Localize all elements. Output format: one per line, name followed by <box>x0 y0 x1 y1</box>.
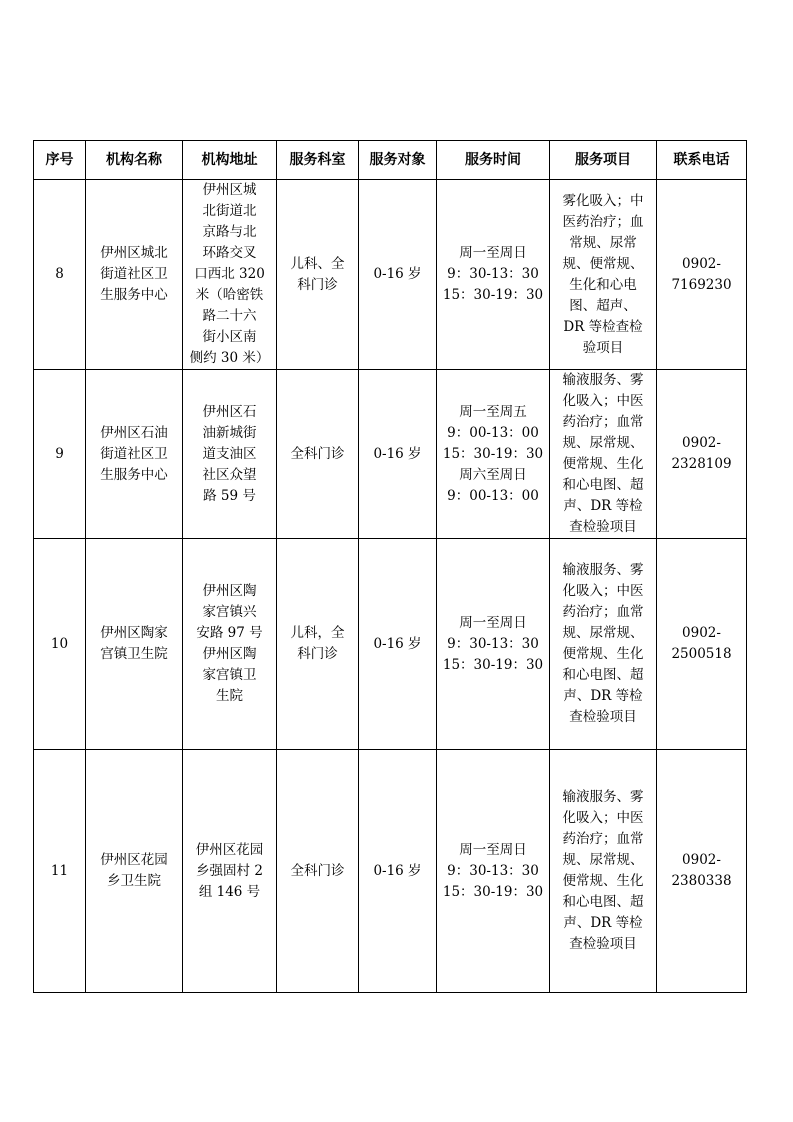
cell-dept <box>277 750 359 993</box>
cell-items-line: 常规、尿常 <box>569 234 637 251</box>
cell-items-line: 化吸入；中医 <box>562 393 644 409</box>
table-row <box>34 539 747 750</box>
cell-time-line: 9：00-13：00 <box>447 487 539 504</box>
cell-items-line: 药治疗；血常 <box>562 414 644 430</box>
cell-time-line: 周一至周五 <box>459 403 527 420</box>
cell-address-line: 街小区南 <box>202 329 257 345</box>
header-target: 服务对象 <box>359 141 437 180</box>
cell-phone-line: 0902- <box>682 435 721 451</box>
cell-time <box>437 370 550 539</box>
cell-name-line: 生服务中心 <box>100 466 168 483</box>
cell-name-line: 伊州区石油 <box>100 424 168 441</box>
header-dept: 服务科室 <box>277 141 359 180</box>
cell-items-line: 规、尿常规、 <box>562 625 644 641</box>
service-table <box>33 140 747 993</box>
cell-items-line: 药治疗；血常 <box>562 831 644 847</box>
cell-address-line: 社区众望 <box>202 466 257 483</box>
cell-address <box>183 370 277 539</box>
cell-time-line: 9：30-13：30 <box>447 635 539 652</box>
cell-items-line: 输液服务、雾 <box>562 562 644 578</box>
cell-items-line: 查检验项目 <box>569 519 637 535</box>
cell-items-line: 规、尿常规、 <box>562 435 644 451</box>
cell-items-line: 规、尿常规、 <box>562 852 644 868</box>
cell-items-line: 输液服务、雾 <box>562 789 644 805</box>
cell-phone <box>657 370 747 539</box>
cell-no: 8 <box>34 180 86 370</box>
cell-phone-line: 0902- <box>682 255 721 272</box>
cell-time <box>437 180 550 370</box>
cell-address-line: 伊州区城 <box>202 182 257 198</box>
table-row <box>34 180 747 370</box>
cell-no: 10 <box>34 539 86 750</box>
header-time: 服务时间 <box>437 141 550 180</box>
header-items: 服务项目 <box>550 141 657 180</box>
cell-items-line: 声、DR 等检 <box>563 915 643 931</box>
cell-items-line: 和心电图、超 <box>562 667 644 683</box>
cell-phone-line: 7169230 <box>671 276 732 293</box>
cell-target: 0-16 岁 <box>359 750 437 993</box>
cell-items <box>550 750 657 993</box>
cell-address-line: 京路与北 <box>202 224 257 240</box>
cell-address-line: 安路 97 号 <box>196 625 263 641</box>
cell-time <box>437 750 550 993</box>
cell-items-line: 雾化吸入；中 <box>562 192 644 209</box>
cell-phone-line: 2500518 <box>671 646 732 662</box>
cell-items-line: 便常规、生化 <box>562 456 644 472</box>
cell-time-line: 15：30-19：30 <box>442 287 544 303</box>
cell-phone <box>657 750 747 993</box>
cell-items-line: 声、DR 等检 <box>563 688 643 704</box>
cell-address <box>183 750 277 993</box>
cell-no: 11 <box>34 750 86 993</box>
cell-items-line: 查检验项目 <box>569 936 637 952</box>
cell-name-line: 街道社区卫 <box>100 445 168 462</box>
cell-time-line: 9：00-13：00 <box>447 424 539 441</box>
cell-no: 9 <box>34 370 86 539</box>
cell-dept-line: 全科门诊 <box>290 445 345 462</box>
cell-phone-line: 0902- <box>682 625 721 641</box>
cell-items-line: 便常规、生化 <box>562 646 644 662</box>
cell-address-line: 路 59 号 <box>203 487 256 504</box>
cell-dept <box>277 180 359 370</box>
cell-dept-line: 儿科、全 <box>290 255 345 272</box>
cell-items-line: 化吸入；中医 <box>562 810 644 826</box>
cell-items-line: 输液服务、雾 <box>562 372 644 388</box>
cell-items-line: 医药治疗；血 <box>562 213 644 230</box>
cell-name <box>86 750 183 993</box>
header-no: 序号 <box>34 141 86 180</box>
cell-name-line: 伊州区陶家 <box>100 625 168 641</box>
cell-items <box>550 180 657 370</box>
cell-dept-line: 科门诊 <box>297 276 338 293</box>
cell-items-line: 生化和心电 <box>569 276 637 293</box>
cell-phone-line: 2380338 <box>671 873 732 889</box>
cell-address-line: 口西北 320 <box>194 266 265 282</box>
cell-items-line: 查检验项目 <box>569 709 637 725</box>
cell-name-line: 生服务中心 <box>100 287 168 303</box>
cell-items-line: 验项目 <box>582 339 624 356</box>
cell-items <box>550 539 657 750</box>
cell-address-line: 家宫镇卫 <box>202 667 257 683</box>
header-name: 机构名称 <box>86 141 183 180</box>
cell-time-line: 周六至周日 <box>459 466 527 483</box>
cell-address-line: 路二十六 <box>202 308 257 324</box>
cell-address <box>183 180 277 370</box>
cell-address-line: 伊州区石 <box>202 403 257 420</box>
cell-address-line: 伊州区陶 <box>202 646 257 662</box>
cell-name-line: 乡卫生院 <box>107 873 161 889</box>
cell-address-line: 侧约 30 米） <box>189 350 270 366</box>
cell-address-line: 乡强固村 2 <box>196 862 263 879</box>
cell-address-line: 组 146 号 <box>198 883 261 900</box>
cell-phone-line: 0902- <box>682 852 721 868</box>
cell-items-line: DR 等检查检 <box>563 318 643 335</box>
cell-name-line: 伊州区城北 <box>100 245 168 261</box>
cell-dept <box>277 370 359 539</box>
cell-items-line: 化吸入；中医 <box>562 583 644 599</box>
cell-time-line: 15：30-19：30 <box>442 883 544 900</box>
cell-time-line: 周一至周日 <box>459 245 527 261</box>
cell-phone-line: 2328109 <box>671 456 732 472</box>
cell-name <box>86 370 183 539</box>
cell-name <box>86 180 183 370</box>
cell-dept-line: 科门诊 <box>297 646 338 662</box>
cell-items-line: 规、便常规、 <box>562 255 644 272</box>
table-row <box>34 370 747 539</box>
cell-items <box>550 370 657 539</box>
cell-address <box>183 539 277 750</box>
cell-target: 0-16 岁 <box>359 180 437 370</box>
cell-name-line: 宫镇卫生院 <box>100 646 168 662</box>
cell-time-line: 周一至周日 <box>459 841 527 858</box>
cell-phone <box>657 180 747 370</box>
cell-items-line: 药治疗；血常 <box>562 604 644 620</box>
header-address: 机构地址 <box>183 141 277 180</box>
cell-items-line: 和心电图、超 <box>562 477 644 493</box>
cell-name-line: 街道社区卫 <box>100 266 168 282</box>
cell-target: 0-16 岁 <box>359 370 437 539</box>
cell-dept-line: 儿科，全 <box>290 625 345 641</box>
header-phone: 联系电话 <box>657 141 747 180</box>
cell-address-line: 环路交叉 <box>202 245 257 261</box>
cell-time-line: 15：30-19：30 <box>442 656 544 673</box>
cell-address-line: 生院 <box>216 688 243 704</box>
cell-address-line: 伊州区花园 <box>195 841 264 858</box>
cell-address-line: 油新城街 <box>202 424 257 441</box>
cell-address-line: 米（哈密铁 <box>195 287 264 303</box>
cell-dept <box>277 539 359 750</box>
cell-phone <box>657 539 747 750</box>
cell-dept-line: 全科门诊 <box>290 862 345 879</box>
cell-name <box>86 539 183 750</box>
cell-time <box>437 539 550 750</box>
cell-time-line: 9：30-13：30 <box>447 862 539 879</box>
cell-items-line: 和心电图、超 <box>562 894 644 910</box>
header-row <box>34 141 747 180</box>
cell-address-line: 道支油区 <box>202 445 257 462</box>
cell-target: 0-16 岁 <box>359 539 437 750</box>
cell-items-line: 便常规、生化 <box>562 873 644 889</box>
cell-time-line: 15：30-19：30 <box>442 445 544 462</box>
cell-name-line: 伊州区花园 <box>100 852 168 868</box>
cell-items-line: 图、超声、 <box>569 297 637 314</box>
cell-address-line: 家宫镇兴 <box>202 604 257 620</box>
cell-time-line: 周一至周日 <box>459 614 527 631</box>
cell-time-line: 9：30-13：30 <box>447 266 539 282</box>
table-row <box>34 750 747 993</box>
cell-address-line: 北街道北 <box>202 203 257 219</box>
cell-items-line: 声、DR 等检 <box>563 498 643 514</box>
cell-address-line: 伊州区陶 <box>202 583 257 599</box>
